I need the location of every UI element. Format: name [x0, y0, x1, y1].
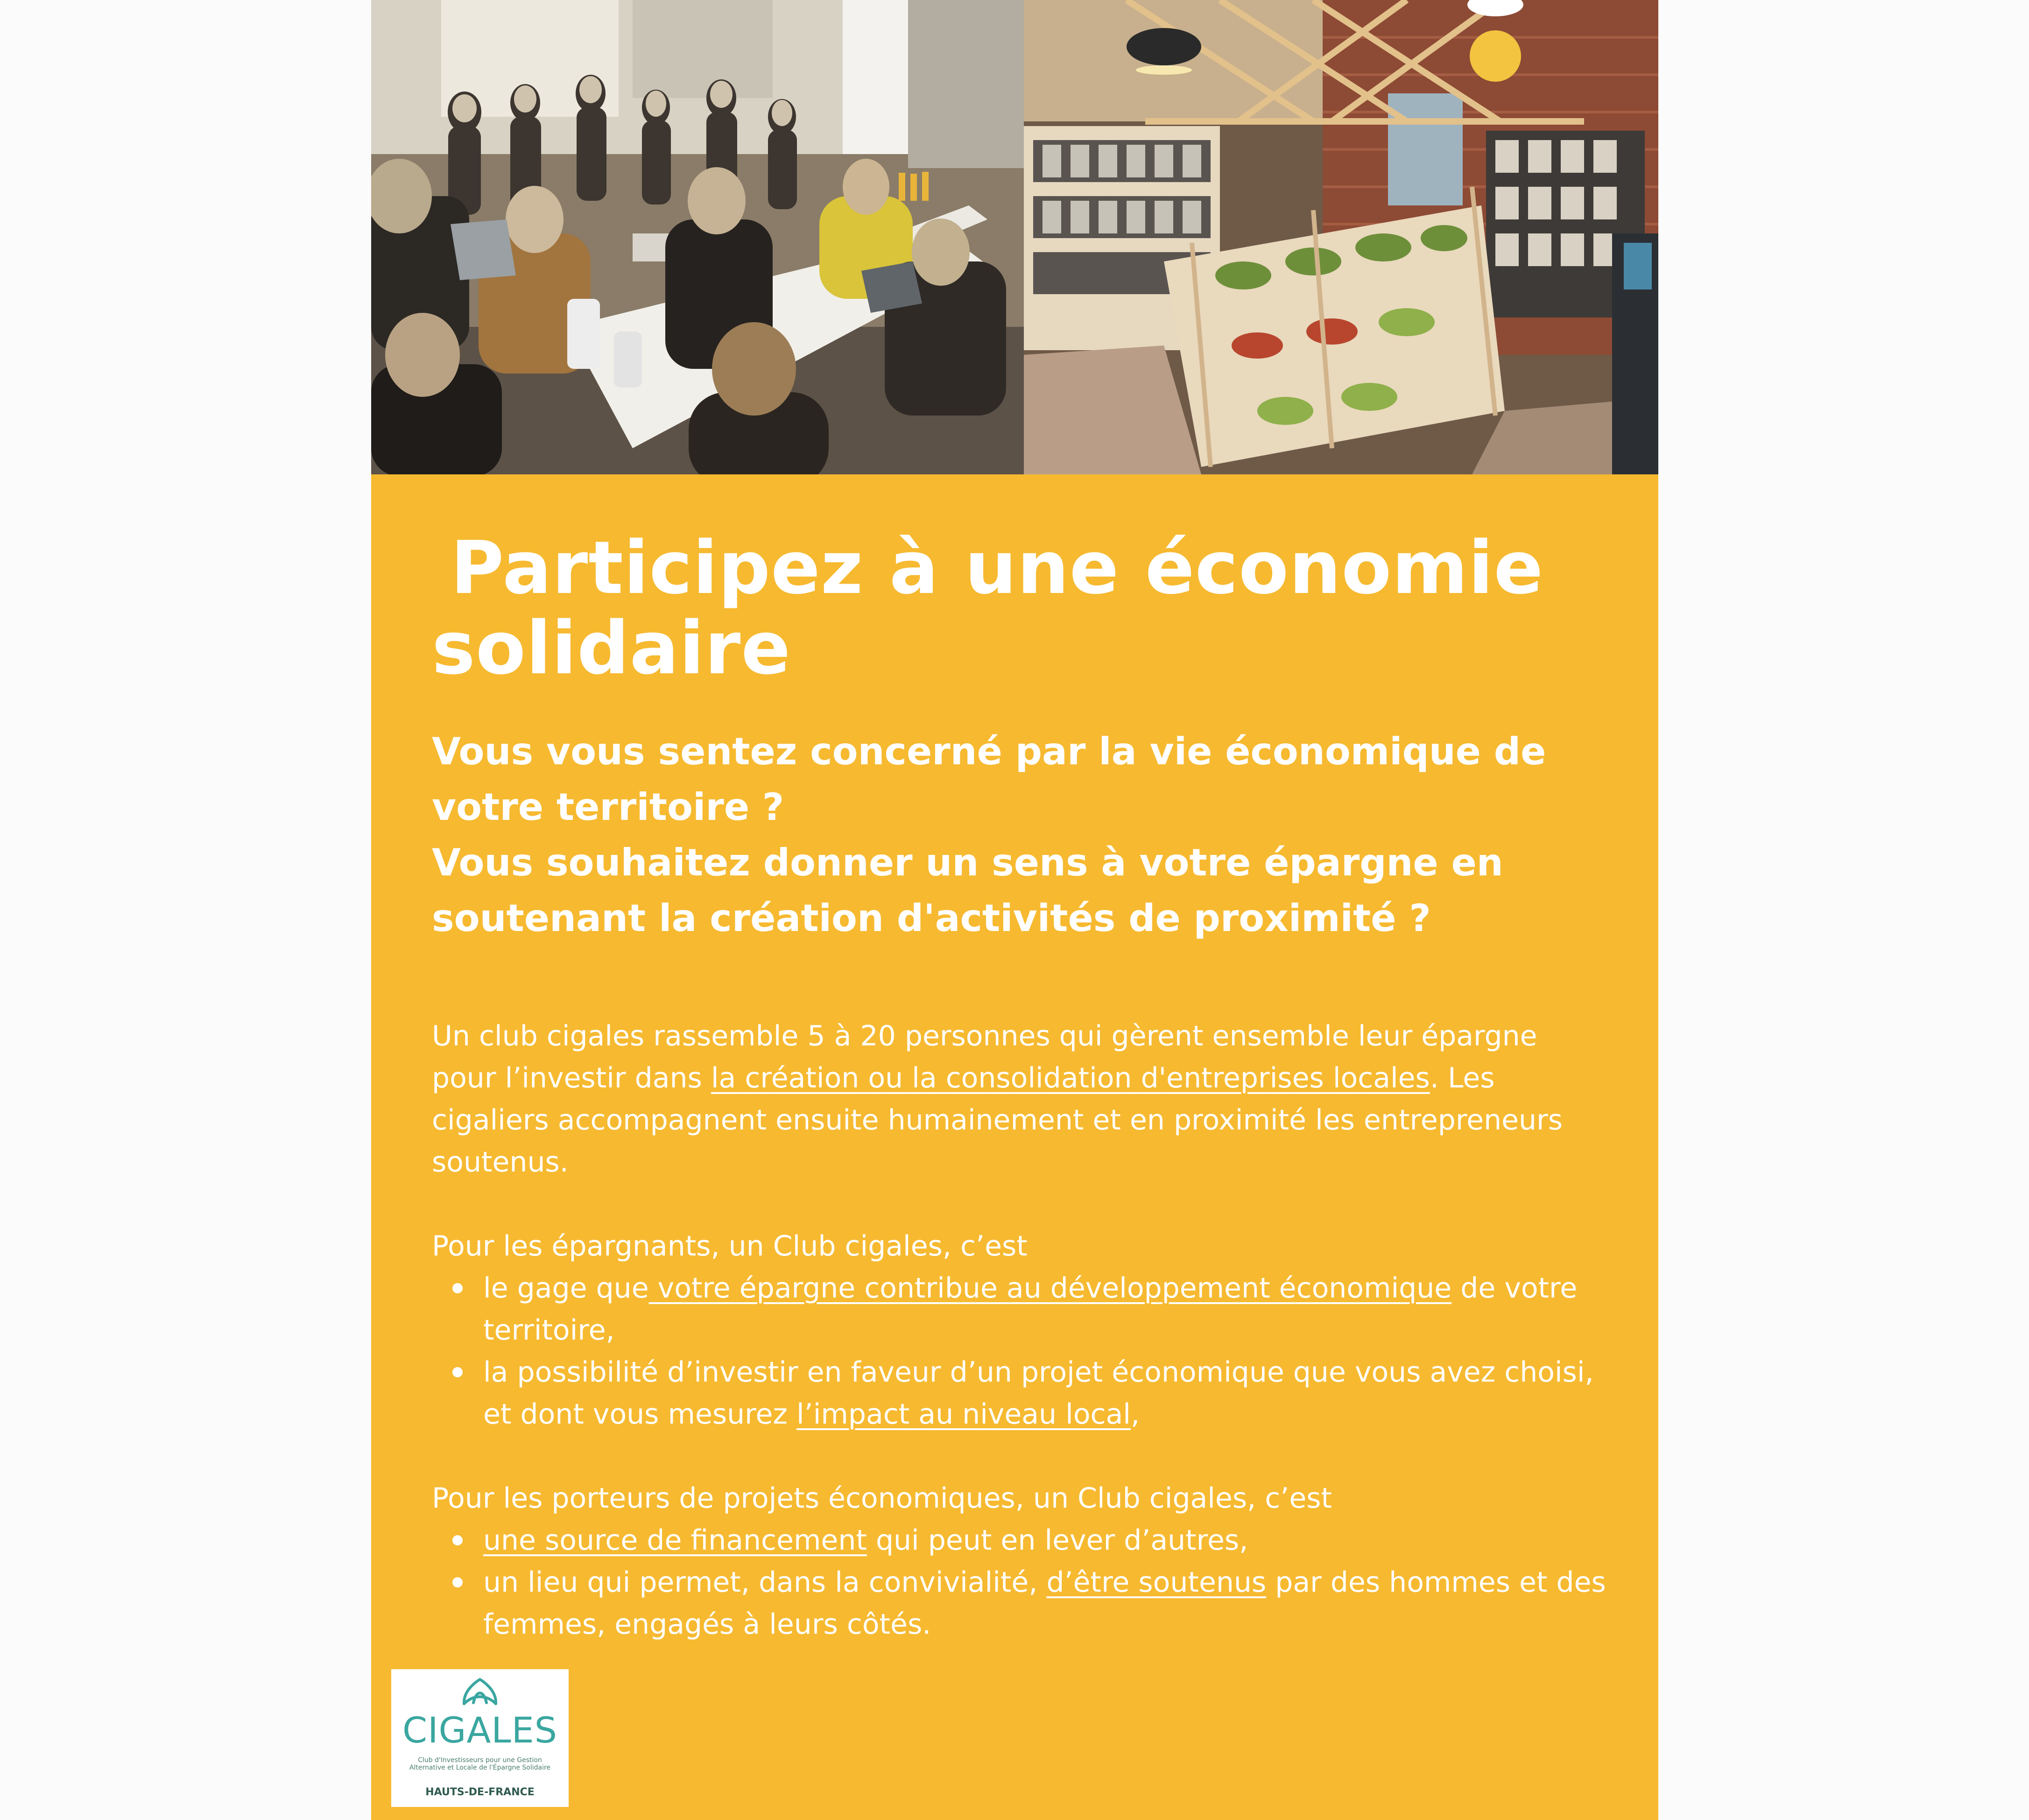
savers-item-1-after: de votre territoire, — [483, 1272, 1578, 1347]
porteurs-list-item — [432, 1519, 1608, 1561]
savers-list-item — [432, 1351, 1608, 1435]
page-title-line-1: Participez à une économie — [451, 525, 1544, 610]
intro-paragraph — [432, 1015, 1608, 1183]
page-title-line-2: solidaire — [432, 606, 791, 691]
savers-list-item — [432, 1267, 1608, 1351]
lead-question-2: Vous souhaitez donner un sens à votre épargne en soutenant la création d'activités de proximité ? — [432, 841, 1503, 940]
porteurs-item-1-after: qui peut en lever d’autres, — [867, 1524, 1248, 1557]
lead-question-1: Vous vous sentez concerné par la vie économique de votre territoire ? — [432, 730, 1546, 829]
savers-item-1-before: le gage que — [483, 1272, 649, 1305]
flyer-content — [432, 525, 1608, 1645]
porteurs-item-2-before: un lieu qui permet, dans la convivialité, — [483, 1566, 1047, 1599]
intro-text-after: . Les cigaliers accompagnent ensuite humainement et en proximité les entrepreneurs soutenus. — [432, 1062, 1563, 1178]
intro-text-before: Un club cigales rassemble 5 à 20 personnes qui gèrent ensemble leur épargne pour l’investir dans — [432, 1020, 1537, 1094]
flyer-page — [371, 0, 1658, 1820]
cigales-symbol-icon — [459, 1676, 500, 1708]
savers-link-economic-development[interactable]: votre épargne contribue au développement économique — [648, 1272, 1452, 1305]
porteurs-link-be-supported[interactable]: d’être soutenus — [1046, 1566, 1267, 1599]
savers-item-2-after: , — [1130, 1398, 1140, 1431]
porteurs-list-item — [432, 1561, 1608, 1645]
savers-list — [432, 1267, 1608, 1435]
photo-strip — [371, 0, 1658, 474]
porteurs-item-2-after: par des hommes et des femmes, engagés à leurs côtés. — [483, 1566, 1606, 1641]
porteurs-heading: Pour les porteurs de projets économiques, un Club cigales, c’est — [432, 1482, 1332, 1515]
savers-heading: Pour les épargnants, un Club cigales, c’est — [432, 1230, 1028, 1263]
page-title — [432, 525, 1608, 691]
savers-item-2-before: la possibilité d’investir en faveur d’un projet économique que vous avez choisi, et dont vous mesurez — [483, 1356, 1594, 1431]
cigales-logo — [391, 1669, 569, 1807]
logo-tagline: Club d'Investisseurs pour une Gestion Alternative et Locale de l'Épargne Solidaire — [409, 1757, 551, 1771]
logo-name: CIGALES — [402, 1709, 557, 1751]
intro-link-local-businesses[interactable]: la création ou la consolidation d'entreprises locales — [711, 1062, 1430, 1094]
savers-link-local-impact[interactable]: l’impact au niveau local — [796, 1398, 1131, 1431]
logo-region: HAUTS-DE-FRANCE — [425, 1786, 535, 1798]
meeting-room-photo — [371, 0, 1024, 474]
grocery-shop-photo — [1024, 0, 1658, 474]
porteurs-list — [432, 1519, 1608, 1645]
porteurs-link-funding-source[interactable]: une source de financement — [483, 1524, 867, 1557]
lead-questions — [432, 724, 1608, 946]
